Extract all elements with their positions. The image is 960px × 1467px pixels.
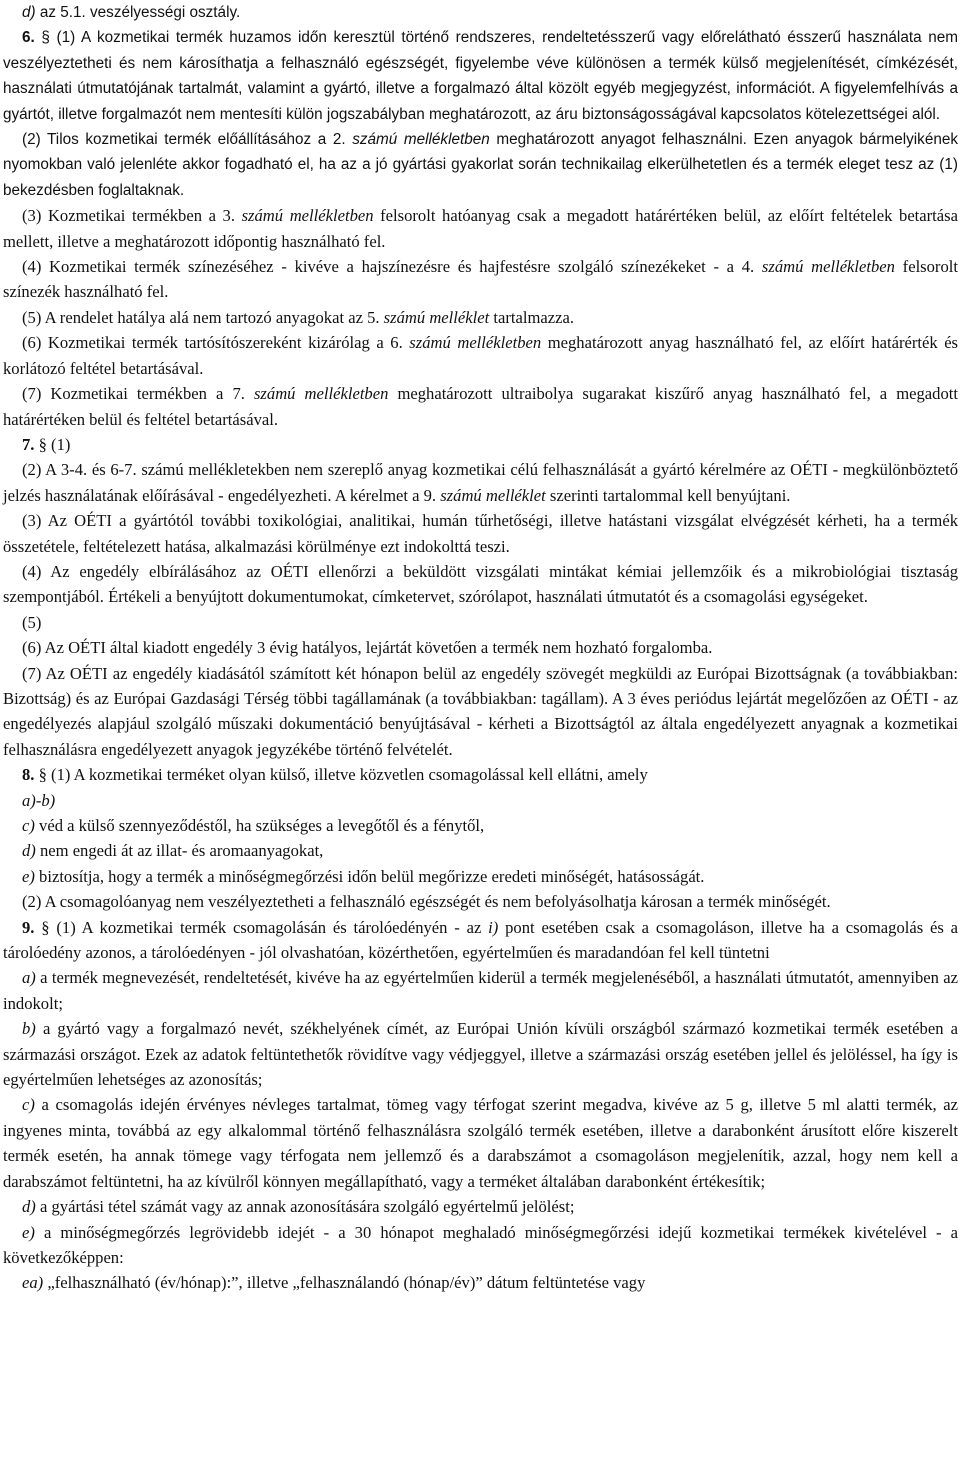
paragraph: (2) Tilos kozmetikai termék előállításához a 2. számú mellékletben meghatározott anyagot felhasználni. Ezen anyagok bármelyikének nyomokban való jelenléte akkor fogadható el, ha az a jó gyártási gyakorlat során technikailag elkerülhetetlen és a termék eleget tesz az (1) bekezdésben foglaltaknak.	[3, 131, 958, 199]
section-number: 9.	[22, 917, 35, 937]
paragraph: (3) Kozmetikai termékben a 3. számú mellékletben felsorolt hatóanyag csak a megadott határértéken belül, az előírt feltételek betartása mellett, illetve a meghatározott időpontig használható fel.	[3, 206, 958, 251]
paragraph: (4) Kozmetikai termék színezéséhez - kivéve a hajszínezésre és hajfestésre szolgáló színezékeket - a 4. számú mellékletben felsorolt színezék használható fel.	[3, 257, 958, 302]
list-item: d) nem engedi át az illat- és aromaanyagokat,	[22, 841, 324, 861]
paragraph: d) az 5.1. veszélyességi osztály.	[22, 4, 241, 21]
list-item: c) a csomagolás idején érvényes névleges tartalmat, tömeg vagy térfogat szerint megadva, kivéve az 5 g, illetve 5 ml alatti termék, az ingyenes minta, továbbá az egy alkalommal történő felhasználásra szolgáló termék esetében, illetve a darabonként árusított előre kiszerelt termék esetén, ha annak tömege vagy térfogata nem jellemző és a darabszámot a csomagoláson megjelenítik, azzal, hogy nem kell a darabszámot feltüntetni, ha az kívülről könnyen megállapítható, vagy a terméket általában darabonként értékesítik;	[3, 1095, 958, 1191]
list-item: ea) „felhasználható (év/hónap):”, illetve „felhasználandó (hónap/év)” dátum feltüntetése vagy	[22, 1273, 646, 1293]
paragraph: (2) A csomagolóanyag nem veszélyeztetheti a felhasználó egészségét és nem befolyásolhatja károsan a termék minőségét.	[22, 892, 831, 912]
section-number: 6.	[22, 29, 35, 47]
section-number: 8.	[22, 765, 35, 785]
paragraph: (2) A 3-4. és 6-7. számú mellékletekben nem szereplő anyag kozmetikai célú felhasználását a gyártó kérelmére az OÉTI - megkülönböztető jelzés használatának előírásával - engedélyezheti. A kérelmet a 9. számú melléklet szerinti tartalommal kell benyújtani.	[3, 460, 958, 505]
section-7: 7. § (1)	[22, 434, 71, 454]
paragraph: (3) Az OÉTI a gyártótól további toxikológiai, analitikai, humán tűrhetőségi, illetve hatástani vizsgálat elvégzését kérheti, ha a termék összetétele, feltételezett hatása, alkalmazási körülménye ezt indokolttá teszi.	[3, 511, 958, 556]
list-item: e) a minőségmegőrzés legrövidebb idejét - a 30 hónapot meghaladó minőségmegőrzési idejű kozmetikai termékek kivételével - a következőképpen:	[3, 1222, 958, 1267]
paragraph: (5) A rendelet hatálya alá nem tartozó anyagokat az 5. számú melléklet tartalmazza.	[22, 307, 574, 327]
list-item: d) a gyártási tétel számát vagy az annak azonosítására szolgáló egyértelmű jelölést;	[22, 1197, 575, 1217]
list-item: e) biztosítja, hogy a termék a minőségmegőrzési időn belül megőrizze eredeti minőségét, hatásosságát.	[22, 866, 705, 886]
section-6: 6. § (1) A kozmetikai termék huzamos időn keresztül történő rendszeres, rendeltetésszerű vagy előrelátható ésszerű használata nem veszélyeztetheti és nem károsíthatja a felhasználó egészségét, figyelembe véve különösen a termék külső megjelenítését, címkézését, használati útmutatójának tartalmát, valamint a gyártó, illetve a forgalmazó által közölt egyéb megjegyzést, információt. A figyelemfelhívás a gyártót, illetve forgalmazót nem mentesíti külön jogszabályban meghatározott, az áru biztonságosságával kapcsolatos kötelezettségei alól.	[3, 29, 958, 123]
paragraph: (4) Az engedély elbírálásához az OÉTI ellenőrzi a beküldött vizsgálati mintákat kémiai jellemzőik és a mikrobiológiai tisztaság szempontjából. Értékeli a benyújtott dokumentumokat, címketervet, szórólapot, használati útmutatót és a csomagolási egységeket.	[3, 561, 958, 607]
paragraph: (6) Kozmetikai termék tartósítószereként kizárólag a 6. számú mellékletben meghatározott anyag használható fel, az előírt határérték és korlátozó feltétel betartásával.	[3, 333, 959, 378]
section-8: 8. § (1) A kozmetikai terméket olyan külső, illetve közvetlen csomagolással kell ellátni, amely	[22, 765, 648, 785]
section-9: 9. § (1) A kozmetikai termék csomagolásán és tárolóedényén - az i) pont esetében csak a csomagoláson, illetve ha a csomagolás és a tárolóedény azonos, a tárolóedényen - jól olvashatóan, közérthetően, egyértelműen és maradandóan fel kell tüntetni	[3, 917, 959, 963]
list-item: a) a termék megnevezését, rendeltetését, kivéve ha az egyértelműen kiderül a termék megjelenéséből, a használati útmutatót, amennyiben az indokolt;	[3, 968, 958, 1013]
paragraph: (5)	[22, 612, 42, 632]
list-item: c) véd a külső szennyeződéstől, ha szükséges a levegőtől és a fénytől,	[22, 816, 485, 835]
list-item: a)-b)	[22, 790, 56, 810]
paragraph: (7) Kozmetikai termékben a 7. számú mellékletben meghatározott ultraibolya sugarakat kiszűrő anyag használható fel, a megadott határértéken belül és feltétel betartásával.	[3, 384, 958, 429]
paragraph: (7) Az OÉTI az engedély kiadásától számított két hónapon belül az engedély szövegét megküldi az Európai Bizottságnak (a továbbiakban: Bizottság) és az Európai Gazdasági Térség többi tagállamának (a továbbiakban: tagállam). A 3 éves periódus lejártát megelőzően az OÉTI - az engedélyezés alapjául szolgáló műszaki dokumentáció benyújtásával - kérheti a Bizottságtól az általa engedélyezett anyagnak a kozmetikai felhasználásra engedélyezett anyagok jegyzékébe történő felvételét.	[3, 663, 958, 759]
list-item: b) a gyártó vagy a forgalmazó nevét, székhelyének címét, az Európai Unión kívüli országból származó kozmetikai termék esetében a származási országot. Ezek az adatok feltüntethetők rövidítve vagy védjeggyel, illetve a származási ország esetében jellel és jelöléssel, ha így is egyértelműen lehetséges az azonosítás;	[3, 1019, 958, 1090]
paragraph: (6) Az OÉTI által kiadott engedély 3 évig hatályos, lejártát követően a termék nem hozható forgalomba.	[22, 638, 713, 658]
section-number: 7.	[22, 434, 35, 454]
